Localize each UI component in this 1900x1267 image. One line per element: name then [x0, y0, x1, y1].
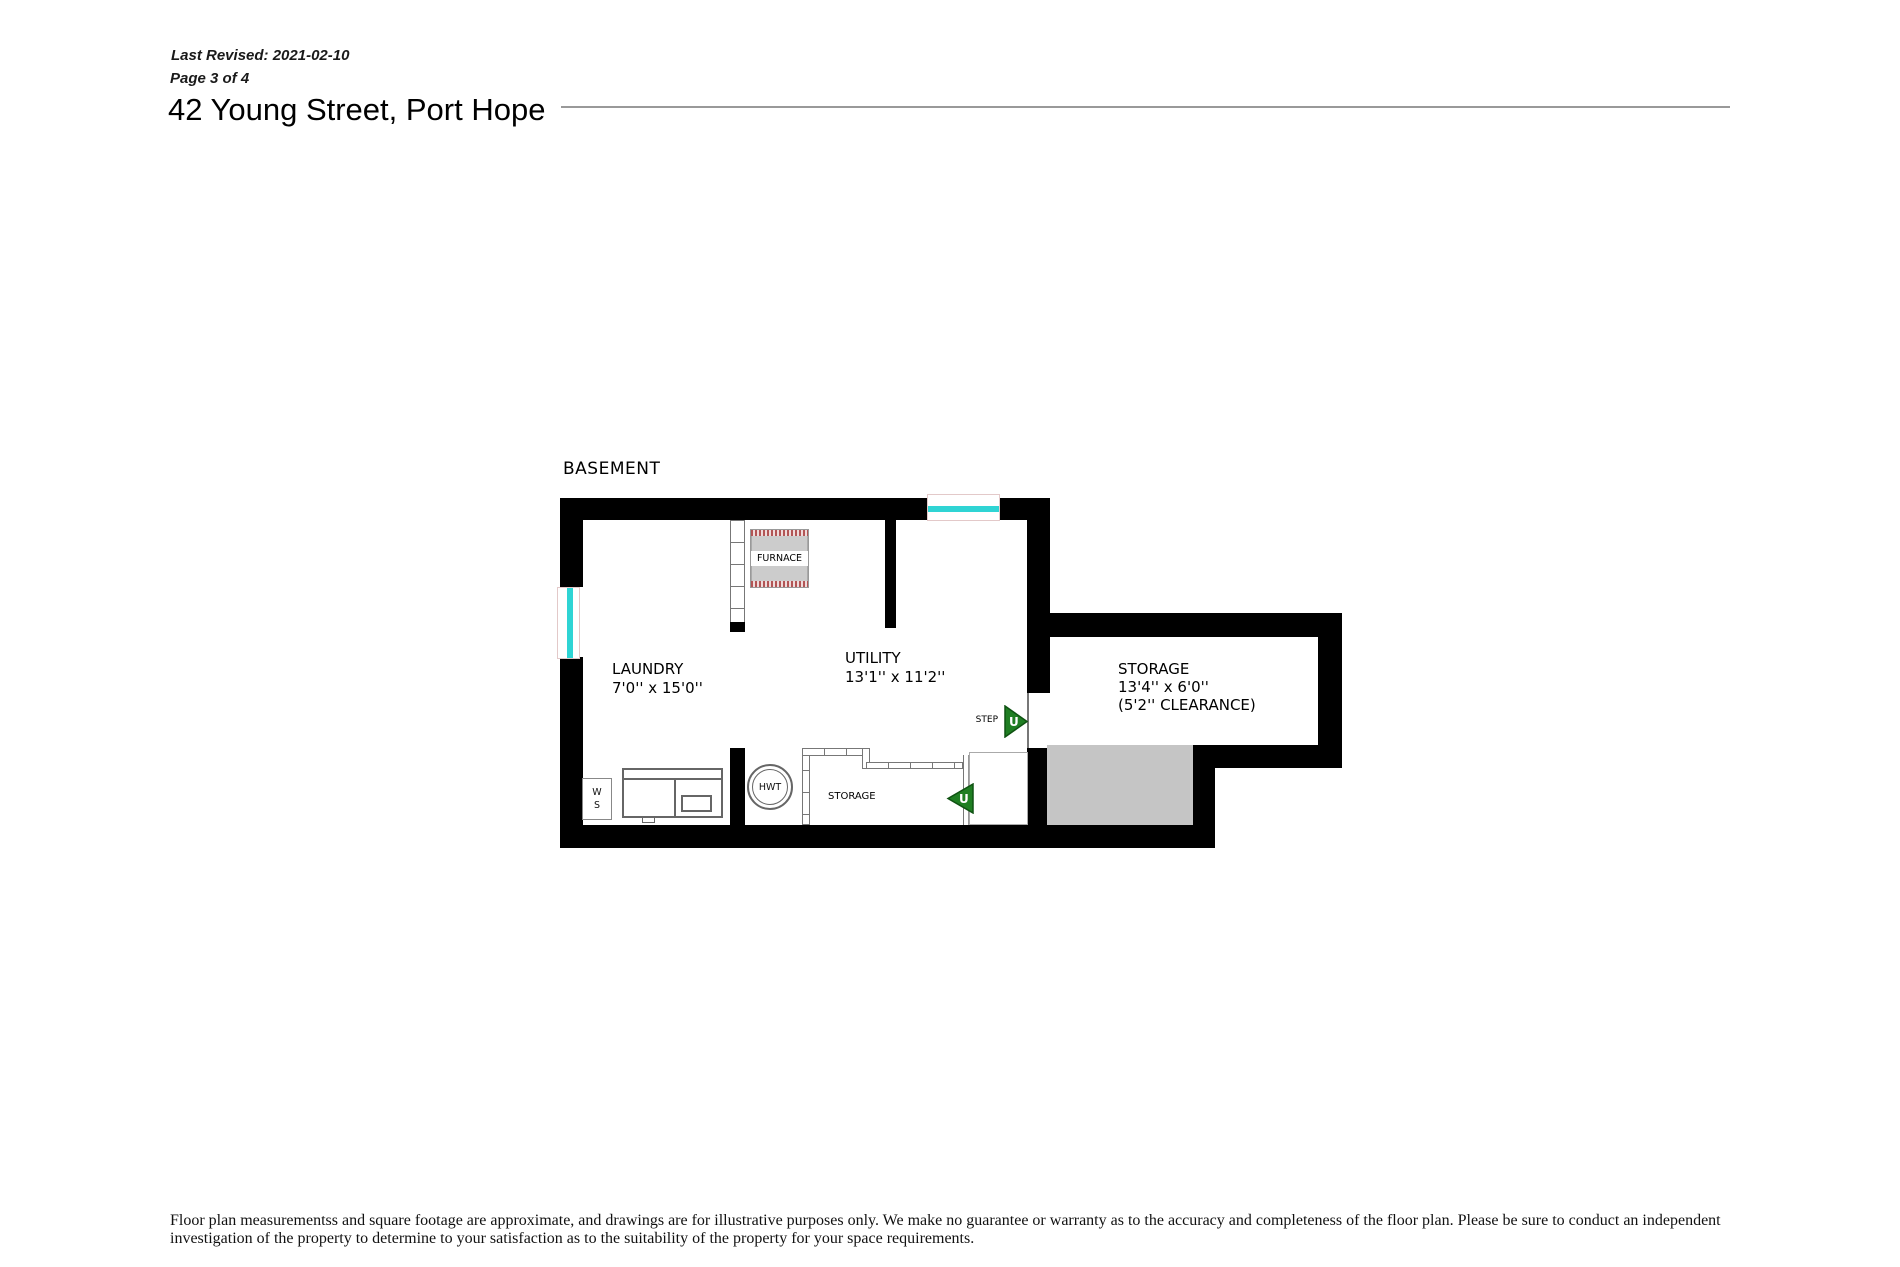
stairs-area	[1047, 745, 1193, 827]
window-left-glass	[567, 588, 573, 658]
interior-wall-divider	[730, 748, 745, 825]
understairs-wall-left	[802, 748, 810, 825]
storage-clearance: (5'2'' CLEARANCE)	[1118, 696, 1256, 714]
furnace-hatch-bottom	[751, 581, 808, 587]
step-up-arrow-icon	[1004, 705, 1028, 738]
laundry-dims: 7'0'' x 15'0''	[612, 679, 703, 697]
interior-wall-utility	[885, 520, 896, 628]
washer-dryer-tab	[642, 817, 655, 823]
storage-up-arrow-letter: U	[959, 792, 969, 806]
wall-bottom	[560, 825, 1215, 848]
page-number-text: Page 3 of 4	[170, 70, 250, 87]
dryer-door	[681, 795, 712, 812]
sink-label: S	[593, 800, 601, 811]
step-label: STEP	[975, 715, 998, 725]
utility-name: UTILITY	[845, 649, 901, 667]
wing-wall-step-down	[1193, 745, 1215, 847]
understairs-wall-mid	[866, 762, 963, 769]
washer-dryer-divider	[674, 778, 676, 816]
washer-dryer-unit	[622, 768, 723, 818]
wall-left-upper	[560, 498, 583, 587]
hot-water-tank	[747, 764, 793, 810]
step-up-arrow-letter: U	[1009, 715, 1019, 729]
washer-dryer-top-line	[624, 778, 721, 780]
wing-wall-bottom-right	[1215, 745, 1342, 768]
utility-dims: 13'1'' x 11'2''	[845, 668, 946, 686]
window-top-glass	[928, 506, 999, 512]
window-top	[927, 494, 1000, 521]
laundry-name: LAUNDRY	[612, 660, 684, 678]
floor-name-label: BASEMENT	[563, 459, 661, 479]
storage-room-label	[1118, 660, 1256, 714]
hot-water-tank-label: HWT	[758, 781, 782, 793]
page-title: 42 Young Street, Port Hope	[168, 92, 546, 127]
storage-up-arrow-icon	[946, 783, 974, 814]
furnace-label-band	[751, 551, 808, 566]
utility-room-label	[845, 649, 945, 687]
last-revised-text: Last Revised: 2021-02-10	[171, 47, 350, 64]
furnace-body-bottom	[751, 566, 808, 581]
storage-name: STORAGE	[1118, 660, 1190, 678]
washer-label: W	[592, 787, 602, 798]
header-divider	[561, 106, 1730, 108]
stair-landing	[969, 752, 1028, 825]
wall-right-lower	[1027, 748, 1047, 825]
furnace-body-top	[751, 536, 808, 551]
stud-wall-end-cap	[730, 622, 745, 632]
laundry-room-label	[612, 660, 703, 698]
furnace-label: FURNACE	[756, 553, 803, 564]
wall-right-upper	[1027, 498, 1050, 693]
storage-dims: 13'4'' x 6'0''	[1118, 678, 1209, 696]
understairs-storage-label: STORAGE	[828, 791, 876, 802]
furnace-unit	[750, 529, 809, 588]
window-left	[557, 587, 580, 659]
wing-wall-top	[1047, 613, 1342, 637]
understairs-wall-top	[802, 748, 870, 756]
stud-wall-laundry	[730, 520, 745, 623]
wall-left-lower	[560, 657, 583, 848]
wall-top-left	[560, 498, 927, 520]
washer-sink-box	[582, 778, 612, 820]
disclaimer-text: Floor plan measurementss and square footage are approximate, and drawings are for illustrative purposes only. We make no guarantee or warranty as to the accuracy and completeness of the floor plan. Please be sure to conduct an independent investigation of the property to determine to your satisfaction as to the suitability of the property for your space requirements.	[170, 1212, 1721, 1247]
